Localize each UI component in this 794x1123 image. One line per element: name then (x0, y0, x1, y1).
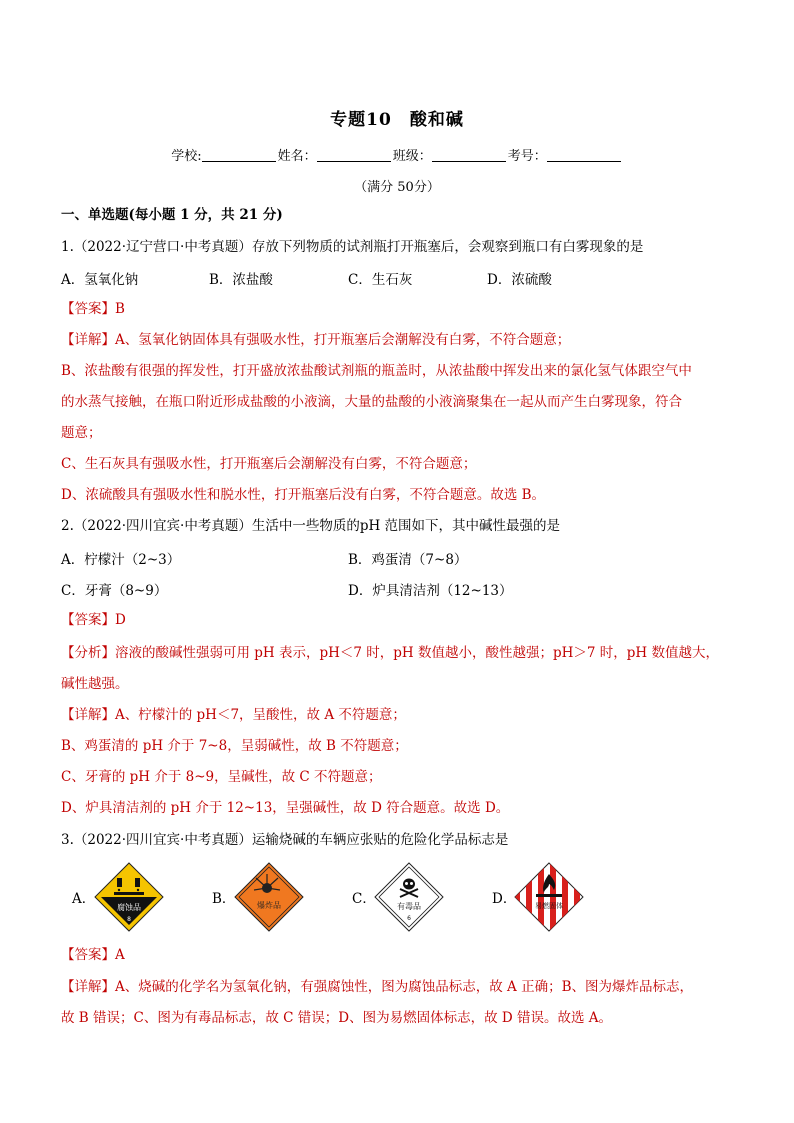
answer-value: B (115, 301, 125, 317)
q1-detail-line: D、浓硫酸具有强吸水性和脱水性，打开瓶塞后没有白雾，不符合题意。故选 B。 (61, 487, 546, 503)
sign-label: 易燃固体 (535, 902, 563, 910)
analysis-tag: 【分析】 (61, 645, 115, 661)
detail-tag: 【详解】 (61, 979, 115, 995)
detail-tag: 【详解】 (61, 332, 115, 348)
q3-detail-line: 故 B 错误；C、图为有毒品标志，故 C 错误；D、图为易燃固体标志，故 D 错误。故选 A。 (61, 1010, 613, 1026)
q2-detail-line: D、炉具清洁剂的 pH 介于 12~13，呈强碱性，故 D 符合题意。故选 D。 (61, 800, 510, 816)
answer-tag: 【答案】 (61, 301, 115, 317)
analysis-text: 溶液的酸碱性强弱可用 pH 表示，pH＜7 时，pH 数值越小，酸性越强；pH＞7 时，pH 数值越大， (115, 645, 719, 661)
q2-analysis-line: 碱性越强。 (61, 676, 129, 692)
q1-stem: 1.（2022·辽宁营口·中考真题）存放下列物质的试剂瓶打开瓶塞后，会观察到瓶口有白雾现象的是 (61, 239, 644, 255)
q3-option-d: D． (492, 891, 517, 907)
q1-answer (61, 299, 741, 319)
detail-text: A、烧碱的化学名为氢氧化钠，有强腐蚀性，图为腐蚀品标志，故 A 正确；B、图为爆炸品标志， (115, 979, 694, 995)
q2-stem: 2.（2022·四川宜宾·中考真题）生活中一些物质的pH 范围如下，其中碱性最强的是 (61, 518, 561, 534)
sign-class-number: 6 (407, 915, 411, 922)
q2-option-c: C．牙膏（8~9） (61, 583, 168, 599)
score-note: （满分 50分） (354, 180, 440, 195)
corrosive-sign-icon (94, 862, 164, 932)
q1-option-a: A．氢氧化钠 (61, 272, 139, 288)
detail-text: A、柠檬汁的 pH＜7，呈酸性，故 A 不符题意； (115, 707, 406, 723)
q2-option-b: B．鸡蛋清（7~8） (348, 552, 468, 568)
sign-class-number: 8 (127, 916, 131, 923)
school-blank[interactable] (202, 149, 276, 162)
sign-label: 爆炸品 (257, 901, 281, 910)
page-title (0, 105, 794, 130)
explosive-sign-icon (234, 862, 304, 932)
section-heading: 一、单选题(每小题 1 分，共 21 分) (61, 207, 283, 223)
q3-stem: 3.（2022·四川宜宾·中考真题）运输烧碱的车辆应张贴的危险化学品标志是 (61, 832, 509, 848)
q1-option-c: C．生石灰 (348, 272, 413, 288)
student-info-line (0, 145, 794, 164)
name-label: 姓名： (277, 149, 317, 164)
name-blank[interactable] (317, 149, 391, 162)
detail-text: A、氢氧化钠固体具有强吸水性，打开瓶塞后会潮解没有白雾，不符合题意； (115, 332, 571, 348)
q1-detail-line (61, 330, 741, 350)
q2-option-d: D．炉具清洁剂（12~13） (348, 583, 513, 599)
school-label: 学校: (171, 149, 202, 164)
q3-option-a: A． (72, 891, 96, 907)
q1-detail-line: 题意； (61, 425, 102, 441)
answer-tag: 【答案】 (61, 947, 115, 963)
sign-label: 有毒品 (397, 902, 421, 911)
toxic-sign-icon (374, 862, 444, 932)
q1-detail-line: B、浓盐酸有很强的挥发性，打开盛放浓盐酸试剂瓶的瓶盖时，从浓盐酸中挥发出来的氯化氢气体跟空气中 (61, 363, 692, 379)
title-topic-number: 专题10 (330, 110, 392, 130)
number-blank[interactable] (547, 149, 621, 162)
q2-detail-line (61, 705, 741, 725)
flammable-solid-sign-icon (514, 862, 584, 932)
q1-detail-line: C、生石灰具有强吸水性，打开瓶塞后会潮解没有白雾，不符合题意； (61, 456, 477, 472)
answer-value: A (115, 947, 125, 963)
q3-option-c: C． (352, 891, 376, 907)
detail-tag: 【详解】 (61, 707, 115, 723)
q2-option-a: A．柠檬汁（2~3） (61, 552, 181, 568)
title-topic-name: 酸和碱 (409, 110, 464, 130)
q2-detail-line: C、牙膏的 pH 介于 8~9，呈碱性，故 C 不符题意； (61, 769, 382, 785)
sign-label: 腐蚀品 (117, 903, 141, 912)
q3-option-b: B． (212, 891, 236, 907)
q2-answer (61, 610, 741, 630)
number-label: 考号： (507, 149, 547, 164)
class-label: 班级： (392, 149, 432, 164)
q3-answer (61, 945, 741, 965)
q1-option-b: B．浓盐酸 (209, 272, 273, 288)
answer-value: D (115, 612, 126, 628)
q2-detail-line: B、鸡蛋清的 pH 介于 7~8，呈弱碱性，故 B 不符题意； (61, 738, 408, 754)
q1-detail-line: 的水蒸气接触，在瓶口附近形成盐酸的小液滴，大量的盐酸的小液滴聚集在一起从而产生白雾现象，符合 (61, 394, 682, 410)
q3-detail-line (61, 977, 741, 997)
q2-analysis-line (61, 643, 741, 663)
answer-tag: 【答案】 (61, 612, 115, 628)
q1-option-d: D．浓硫酸 (487, 272, 552, 288)
class-blank[interactable] (432, 149, 506, 162)
